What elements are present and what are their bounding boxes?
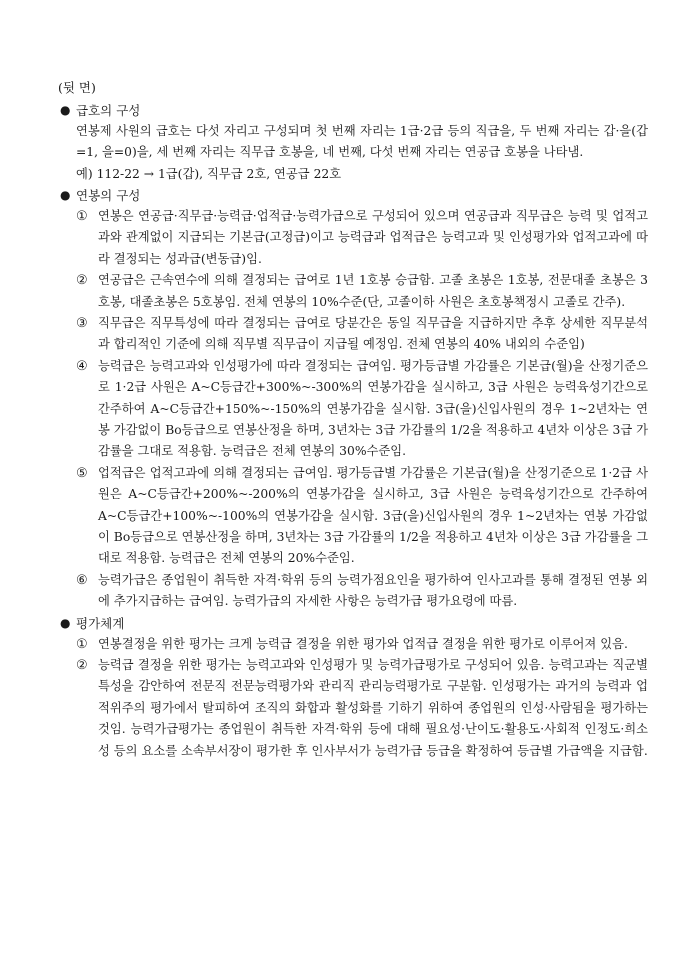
section-paragraph: 연봉제 사원의 급호는 다섯 자리고 구성되며 첫 번째 자리는 1급·2급 등의 직급을, 두 번째 자리는 갑·을(갑=1, 을=0)을, 세 번째 자리는 직무급 호봉을, 네 번째, 다섯 번째 자리는 연공급 호봉을 나타냄. — [76, 124, 648, 160]
section-title — [58, 185, 648, 206]
numbered-list — [58, 634, 648, 762]
item-text: 능력급은 능력고과와 인성평가에 따라 결정되는 급여임. 평가등급별 가감률은 기본급(월)을 산정기준으로 1·2급 사원은 A~C등급간+300%~-300%의 연봉가감을 실시하고, 3급 사원은 능력육성기간으로 간주하여 A~C등급간+150%~-150%의 연봉가감을 실시함. 3급(을)신입사원의 경우 1~2년차는 연봉 가감없이 Bo등급으로 연봉산정을 하며, 3년차는 3급 가감률의 1/2을 적용하고 4년차 이상은 3급 가감률을 그대로 적용함. 능력급은 전체 연봉의 30%수준임. — [98, 358, 648, 459]
section-grade-structure — [58, 100, 648, 185]
list-item — [58, 270, 648, 313]
section-title — [58, 613, 648, 634]
document-page — [58, 78, 648, 762]
page-header: (뒷 면) — [58, 80, 96, 95]
section-title-text: 평가체계 — [76, 615, 125, 631]
item-number: ② — [76, 658, 88, 674]
item-number: ② — [76, 273, 88, 289]
item-text: 업적급은 업적고과에 의해 결정되는 급여임. 평가등급별 가감률은 기본급(월)을 산정기준으로 1·2급 사원은 A~C등급간+200%~-200%의 연봉가감을 실시하고, 3급 사원은 능력육성기간으로 간주하여 A~C등급간+100%~-100%의 연봉가감을 실시함. 3급(을)신입사원의 경우 1~2년차는 연봉 가감없이 Bo등급으로 연봉산정을 하며, 3년차는 3급 가감률의 1/2을 적용하고 4년차 이상은 3급 가감률을 그대로 적용함. 능력급은 전체 연봉의 20%수준임. — [98, 465, 648, 566]
item-number: ① — [76, 208, 88, 224]
bullet-icon: ● — [60, 103, 71, 117]
list-item — [58, 655, 648, 762]
item-number: ③ — [76, 315, 88, 331]
list-item — [58, 356, 648, 463]
section-evaluation-system — [58, 613, 648, 762]
item-text: 연봉결정을 위한 평가는 크게 능력급 결정을 위한 평가와 업적급 결정을 위한 평가로 이루어져 있음. — [98, 636, 628, 651]
item-number: ④ — [76, 358, 88, 374]
list-item — [58, 463, 648, 570]
list-item — [58, 570, 648, 613]
item-text: 연봉은 연공급·직무급·능력급·업적급·능력가급으로 구성되어 있으며 연공급과 직무급은 능력 및 업적고과와 관계없이 지급되는 기본급(고정급)이고 능력급과 업적급은 능력고과 및 인성평가와 업적고과에 따라 결정되는 성과급(변동급)임. — [98, 208, 648, 266]
bullet-icon: ● — [60, 187, 71, 202]
numbered-list — [58, 206, 648, 613]
item-text: 능력가급은 종업원이 취득한 자격·학위 등의 능력가점요인을 평가하여 인사고과를 통해 결정된 연봉 외에 추가지급하는 급여임. 능력가급의 자세한 사항은 능력가급 평가요령에 따름. — [98, 572, 648, 609]
item-text: 능력급 결정을 위한 평가는 능력고과와 인성평가 및 능력가급평가로 구성되어 있음. 능력고과는 직군별 특성을 감안하여 전문직 전문능력평가와 관리직 관리능력평가로 구분함. 인성평가는 과거의 능력과 업적위주의 평가에서 탈피하여 조직의 화합과 활성화를 기하기 위하여 종업원의 인성·사람됨을 평가하는 것임. 능력가급평가는 종업원이 취득한 자격·학위 등에 대해 필요성·난이도·활용도·사회적 인정도·희소성 등의 요소를 소속부서장이 평가한 후 인사부서가 능력가급 등급을 확정하여 등급별 가급액을 지급함. — [98, 658, 648, 758]
section-title-text: 연봉의 구성 — [76, 187, 141, 203]
item-number: ⑥ — [76, 572, 88, 588]
item-number: ⑤ — [76, 465, 88, 481]
section-title — [58, 100, 648, 121]
item-text: 직무급은 직무특성에 따라 결정되는 급여로 당분간은 동일 직무급을 지급하지만 추후 상세한 직무분석과 합리적인 기준에 의해 직무별 직무급이 지급될 예정임. 전체 연봉의 40% 내외의 수준임) — [98, 315, 648, 352]
item-text: 연공급은 근속연수에 의해 결정되는 급여로 1년 1호봉 승급함. 고졸 초봉은 1호봉, 전문대졸 초봉은 3호봉, 대졸초봉은 5호봉임. 전체 연봉의 10%수준(단, 고졸이하 사원은 초호봉책정시 고졸로 간주). — [98, 273, 648, 309]
list-item — [58, 206, 648, 270]
section-salary-composition — [58, 185, 648, 613]
list-item — [58, 634, 648, 655]
section-title-text: 급호의 구성 — [76, 103, 141, 118]
section-example: 예) 112-22 → 1급(갑), 직무급 2호, 연공급 22호 — [76, 166, 342, 181]
item-number: ① — [76, 636, 88, 652]
bullet-icon: ● — [60, 615, 71, 630]
list-item — [58, 313, 648, 356]
